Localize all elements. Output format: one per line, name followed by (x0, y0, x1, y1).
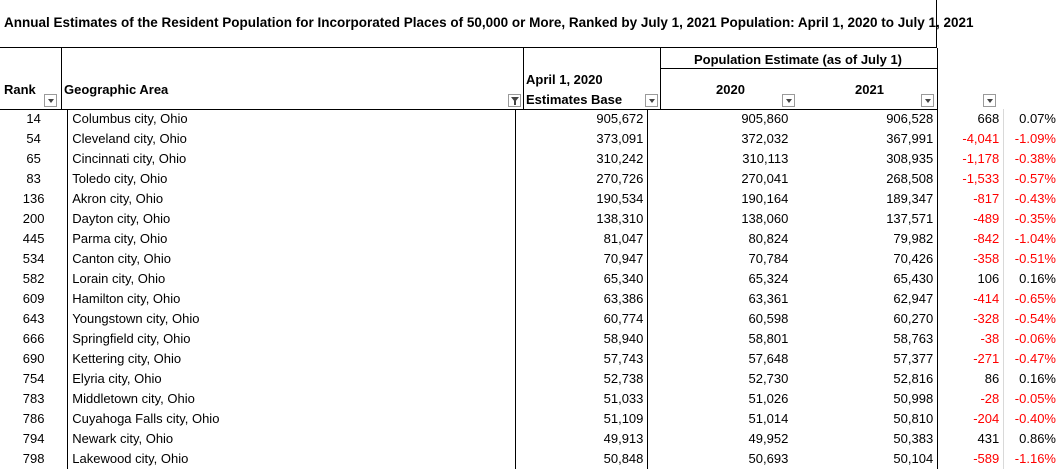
estimates-base-cell[interactable]: 373,091 (515, 129, 647, 149)
year-2021-cell[interactable]: 79,982 (792, 229, 937, 249)
change-cell[interactable]: -817 (938, 189, 1004, 209)
rank-cell[interactable]: 643 (0, 309, 68, 329)
year-2021-header: 2021 (855, 82, 884, 97)
percent-change-cell[interactable]: -0.40% (1014, 411, 1056, 426)
table-row[interactable] (0, 169, 1060, 189)
table-row[interactable] (0, 309, 1060, 329)
geographic-area-cell[interactable]: Canton city, Ohio (68, 249, 516, 269)
rank-filter-dropdown-icon[interactable] (44, 94, 57, 107)
year-2021-cell[interactable]: 60,270 (792, 309, 937, 329)
table-row[interactable] (0, 229, 1060, 249)
estimates-base-cell[interactable]: 70,947 (515, 249, 647, 269)
table-row[interactable] (0, 189, 1060, 209)
change-cell[interactable]: -414 (938, 289, 1004, 309)
geographic-area-cell[interactable]: Elyria city, Ohio (68, 369, 516, 389)
change-cell[interactable]: -28 (938, 389, 1004, 409)
geographic-area-header: Geographic Area (64, 82, 169, 97)
change-cell[interactable]: -271 (938, 349, 1004, 369)
table-row[interactable] (0, 349, 1060, 369)
change-cell[interactable]: -1,178 (938, 149, 1004, 169)
year-2021-cell[interactable]: 58,763 (792, 329, 937, 349)
percent-change-cell[interactable]: -0.35% (1014, 211, 1056, 226)
header-divider (660, 68, 937, 69)
year-2020-cell[interactable]: 50,693 (748, 451, 789, 466)
geographic-area-cell[interactable]: Lakewood city, Ohio (68, 449, 516, 469)
year-2021-cell[interactable]: 57,377 (792, 349, 937, 369)
table-row[interactable] (0, 449, 1060, 469)
percent-change-cell[interactable]: -0.38% (1014, 151, 1056, 166)
estimates-base-filter-dropdown-icon[interactable] (645, 94, 658, 107)
year-2021-cell[interactable]: 62,947 (792, 289, 937, 309)
geographic-area-cell[interactable]: Dayton city, Ohio (68, 209, 516, 229)
estimates-base-cell[interactable]: 138,310 (515, 209, 647, 229)
year-2021-cell[interactable]: 906,528 (792, 109, 937, 129)
percent-change-cell[interactable]: -1.16% (1014, 451, 1056, 466)
table-row[interactable] (0, 209, 1060, 229)
year-2021-cell[interactable]: 367,991 (792, 129, 937, 149)
estimates-base-cell[interactable]: 51,033 (515, 389, 647, 409)
year-2020-header: 2020 (716, 82, 745, 97)
change-cell[interactable]: 668 (938, 109, 1004, 129)
year-2020-cell[interactable]: 51,014 (748, 411, 789, 426)
rank-cell[interactable]: 534 (0, 249, 68, 269)
percent-change-cell[interactable]: -0.06% (1014, 331, 1056, 346)
population-estimate-group-header: Population Estimate (as of July 1) (693, 52, 903, 67)
rank-cell[interactable]: 690 (0, 349, 68, 369)
geographic-area-cell[interactable]: Lorain city, Ohio (68, 269, 516, 289)
estimates-base-header-line2: Estimates Base (526, 92, 623, 107)
geographic-area-active-filter-icon[interactable] (508, 94, 521, 107)
year-2021-cell[interactable]: 52,816 (792, 369, 937, 389)
change-cell[interactable]: -4,041 (938, 129, 1004, 149)
year-2020-cell[interactable]: 52,730 (748, 371, 789, 386)
percent-change-cell[interactable]: 0.16% (1019, 271, 1056, 286)
table-row[interactable] (0, 369, 1060, 389)
table-row[interactable] (0, 329, 1060, 349)
year-2021-cell[interactable]: 137,571 (792, 209, 937, 229)
rank-cell[interactable]: 54 (0, 129, 68, 149)
rank-cell[interactable]: 754 (0, 369, 68, 389)
year-2020-cell[interactable]: 80,824 (748, 231, 789, 246)
percent-change-cell[interactable]: -0.65% (1014, 291, 1056, 306)
year-2021-cell[interactable]: 50,383 (792, 429, 937, 449)
table-row[interactable] (0, 109, 1060, 129)
estimates-base-cell[interactable]: 51,109 (515, 409, 647, 429)
year-2021-cell[interactable]: 50,810 (792, 409, 937, 429)
percent-change-cell[interactable]: 0.07% (1019, 111, 1056, 126)
geographic-area-cell[interactable]: Parma city, Ohio (68, 229, 516, 249)
population-table (0, 109, 1060, 469)
percent-change-cell[interactable]: -0.05% (1014, 391, 1056, 406)
year-2020-cell[interactable]: 310,113 (742, 151, 789, 166)
change-cell[interactable]: 106 (938, 269, 1004, 289)
year-2020-cell[interactable]: 372,032 (741, 131, 789, 146)
rank-cell[interactable]: 582 (0, 269, 68, 289)
rank-header: Rank (4, 82, 36, 97)
change-filter-dropdown-icon[interactable] (983, 94, 996, 107)
table-row[interactable] (0, 389, 1060, 409)
geographic-area-cell[interactable]: Columbus city, Ohio (68, 109, 516, 129)
estimates-base-cell[interactable]: 190,534 (515, 189, 647, 209)
sheet-title: Annual Estimates of the Resident Population for Incorporated Places of 50,000 or More, Ranked by July 1, 2021 Population: April 1, 2020 to July 1, 2021 (0, 0, 937, 48)
percent-change-cell[interactable]: 0.16% (1019, 371, 1056, 386)
estimates-base-header-line1: April 1, 2020 (526, 72, 603, 87)
percent-change-cell[interactable]: -0.57% (1014, 171, 1056, 186)
estimates-base-cell[interactable]: 49,913 (515, 429, 647, 449)
rank-cell[interactable]: 83 (0, 169, 68, 189)
percent-change-cell[interactable]: -0.47% (1014, 351, 1056, 366)
estimates-base-cell[interactable]: 63,386 (515, 289, 647, 309)
table-row[interactable] (0, 269, 1060, 289)
estimates-base-cell[interactable]: 50,848 (515, 449, 647, 469)
change-cell[interactable]: -38 (938, 329, 1004, 349)
estimates-base-cell[interactable]: 52,738 (515, 369, 647, 389)
change-cell[interactable]: -358 (938, 249, 1004, 269)
rank-cell[interactable]: 783 (0, 389, 68, 409)
geographic-area-cell[interactable]: Akron city, Ohio (68, 189, 516, 209)
header-divider (660, 48, 661, 109)
change-cell[interactable]: 86 (938, 369, 1004, 389)
year-2020-cell[interactable]: 63,361 (748, 291, 789, 306)
year-2020-cell[interactable]: 138,060 (741, 211, 789, 226)
geographic-area-cell[interactable]: Hamilton city, Ohio (68, 289, 516, 309)
geographic-area-cell[interactable]: Kettering city, Ohio (68, 349, 516, 369)
estimates-base-cell[interactable]: 310,242 (515, 149, 647, 169)
year-2020-cell[interactable]: 58,801 (748, 331, 789, 346)
rank-cell[interactable]: 786 (0, 409, 68, 429)
year-2021-cell[interactable]: 308,935 (792, 149, 937, 169)
rank-cell[interactable]: 445 (0, 229, 68, 249)
year-2020-filter-dropdown-icon[interactable] (782, 94, 795, 107)
rank-cell[interactable]: 794 (0, 429, 68, 449)
table-row[interactable] (0, 249, 1060, 269)
geographic-area-cell[interactable]: Newark city, Ohio (68, 429, 516, 449)
geographic-area-cell[interactable]: Springfield city, Ohio (68, 329, 516, 349)
year-2021-cell[interactable]: 268,508 (792, 169, 937, 189)
year-2021-cell[interactable]: 50,998 (792, 389, 937, 409)
year-2020-cell[interactable]: 270,041 (741, 171, 789, 186)
year-2020-cell[interactable]: 190,164 (741, 191, 789, 206)
table-row[interactable] (0, 129, 1060, 149)
year-2020-cell[interactable]: 51,026 (748, 391, 789, 406)
rank-cell[interactable]: 666 (0, 329, 68, 349)
year-2020-cell[interactable]: 57,648 (748, 351, 789, 366)
percent-change-cell[interactable]: -0.51% (1014, 251, 1056, 266)
rank-cell[interactable]: 200 (0, 209, 68, 229)
change-cell[interactable]: 431 (938, 429, 1004, 449)
header-divider (523, 48, 524, 109)
estimates-base-cell[interactable]: 65,340 (515, 269, 647, 289)
geographic-area-cell[interactable]: Toledo city, Ohio (68, 169, 516, 189)
estimates-base-cell[interactable]: 905,672 (515, 109, 647, 129)
year-2020-cell[interactable]: 49,952 (748, 431, 789, 446)
geographic-area-cell[interactable]: Cincinnati city, Ohio (68, 149, 516, 169)
estimates-base-cell[interactable]: 270,726 (515, 169, 647, 189)
header-divider (61, 48, 62, 109)
estimates-base-cell[interactable]: 81,047 (515, 229, 647, 249)
geographic-area-cell[interactable]: Cuyahoga Falls city, Ohio (68, 409, 516, 429)
geographic-area-cell[interactable]: Cleveland city, Ohio (68, 129, 516, 149)
rank-cell[interactable]: 65 (0, 149, 68, 169)
year-2020-cell[interactable]: 65,324 (748, 271, 789, 286)
year-2021-cell[interactable]: 70,426 (792, 249, 937, 269)
change-cell[interactable]: -589 (938, 449, 1004, 469)
table-row[interactable] (0, 289, 1060, 309)
change-cell[interactable]: -1,533 (938, 169, 1004, 189)
estimates-base-cell[interactable]: 57,743 (515, 349, 647, 369)
year-2021-cell[interactable]: 65,430 (792, 269, 937, 289)
header-divider (937, 48, 938, 109)
table-row[interactable] (0, 409, 1060, 429)
percent-change-cell[interactable]: -0.43% (1014, 191, 1056, 206)
table-row[interactable] (0, 149, 1060, 169)
percent-change-cell[interactable]: -1.09% (1014, 131, 1056, 146)
year-2020-cell[interactable]: 70,784 (748, 251, 789, 266)
percent-change-cell[interactable]: 0.86% (1019, 431, 1056, 446)
change-cell[interactable]: -489 (938, 209, 1004, 229)
percent-change-cell[interactable]: -1.04% (1014, 231, 1056, 246)
percent-change-cell[interactable]: -0.54% (1014, 311, 1056, 326)
rank-cell[interactable]: 14 (0, 109, 68, 129)
geographic-area-cell[interactable]: Youngstown city, Ohio (68, 309, 516, 329)
table-row[interactable] (0, 429, 1060, 449)
change-cell[interactable]: -204 (938, 409, 1004, 429)
year-2020-cell[interactable]: 905,860 (741, 111, 789, 126)
estimates-base-cell[interactable]: 60,774 (515, 309, 647, 329)
estimates-base-cell[interactable]: 58,940 (515, 329, 647, 349)
year-2020-cell[interactable]: 60,598 (748, 311, 789, 326)
change-cell[interactable]: -842 (938, 229, 1004, 249)
year-2021-cell[interactable]: 189,347 (792, 189, 937, 209)
rank-cell[interactable]: 136 (0, 189, 68, 209)
year-2021-cell[interactable]: 50,104 (792, 449, 937, 469)
rank-cell[interactable]: 798 (0, 449, 68, 469)
rank-cell[interactable]: 609 (0, 289, 68, 309)
change-cell[interactable]: -328 (938, 309, 1004, 329)
year-2021-filter-dropdown-icon[interactable] (921, 94, 934, 107)
geographic-area-cell[interactable]: Middletown city, Ohio (68, 389, 516, 409)
